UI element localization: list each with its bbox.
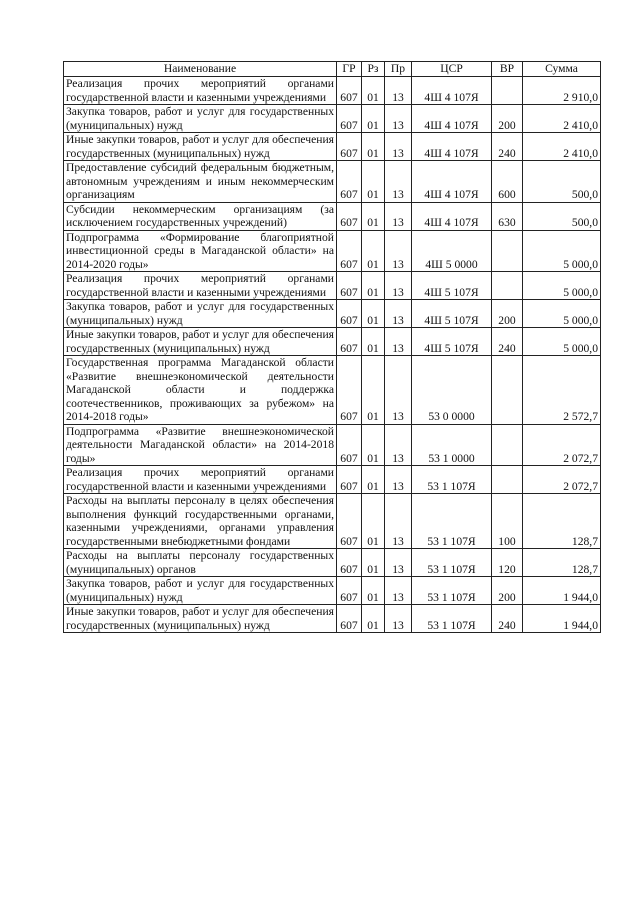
cell-csr: 4Ш 4 107Я [412,77,492,105]
cell-vr: 120 [492,549,523,577]
cell-gr: 607 [337,494,362,549]
cell-vr: 200 [492,577,523,605]
cell-csr: 4Ш 4 107Я [412,202,492,230]
cell-vr: 240 [492,605,523,633]
cell-csr: 4Ш 5 107Я [412,300,492,328]
header-pr: Пр [385,62,412,77]
cell-rz: 01 [362,272,385,300]
cell-name: Расходы на выплаты персоналу в целях обеспечения выполнения функций государственными органами, казенными учреждениями, органами управления государственными внебюджетными фондами [64,494,337,549]
cell-vr: 200 [492,300,523,328]
cell-csr: 53 1 107Я [412,466,492,494]
cell-vr [492,77,523,105]
cell-name: Реализация прочих мероприятий органами государственной власти и казенными учреждениями [64,272,337,300]
cell-rz: 01 [362,605,385,633]
table-row [64,424,601,466]
cell-pr: 13 [385,133,412,161]
cell-sum: 500,0 [523,202,601,230]
cell-csr: 4Ш 4 107Я [412,105,492,133]
cell-vr: 240 [492,328,523,356]
cell-sum: 2 410,0 [523,105,601,133]
cell-pr: 13 [385,549,412,577]
cell-sum: 5 000,0 [523,300,601,328]
cell-rz: 01 [362,105,385,133]
cell-csr: 4Ш 5 107Я [412,272,492,300]
cell-gr: 607 [337,424,362,466]
cell-csr: 53 1 0000 [412,424,492,466]
cell-name: Закупка товаров, работ и услуг для государственных (муниципальных) нужд [64,577,337,605]
cell-rz: 01 [362,300,385,328]
cell-vr: 200 [492,105,523,133]
cell-name: Подпрограмма «Формирование благоприятной инвестиционной среды в Магаданской области» на 2014-2020 годы» [64,230,337,272]
cell-rz: 01 [362,549,385,577]
header-vr: ВР [492,62,523,77]
cell-rz: 01 [362,466,385,494]
cell-sum: 2 072,7 [523,466,601,494]
table-row [64,328,601,356]
cell-gr: 607 [337,77,362,105]
cell-pr: 13 [385,272,412,300]
cell-sum: 2 072,7 [523,424,601,466]
cell-sum: 5 000,0 [523,272,601,300]
table-header [64,62,601,77]
cell-name: Подпрограмма «Развитие внешнеэкономической деятельности Магаданской области» на 2014-2018 годы» [64,424,337,466]
cell-name: Реализация прочих мероприятий органами государственной власти и казенными учреждениями [64,466,337,494]
cell-gr: 607 [337,133,362,161]
cell-csr: 4Ш 5 0000 [412,230,492,272]
cell-pr: 13 [385,356,412,425]
cell-name: Расходы на выплаты персоналу государственных (муниципальных) органов [64,549,337,577]
cell-gr: 607 [337,577,362,605]
cell-pr: 13 [385,202,412,230]
cell-name: Реализация прочих мероприятий органами государственной власти и казенными учреждениями [64,77,337,105]
cell-csr: 53 1 107Я [412,549,492,577]
header-gr: ГР [337,62,362,77]
cell-csr: 4Ш 4 107Я [412,133,492,161]
table-row [64,105,601,133]
cell-gr: 607 [337,161,362,203]
header-csr: ЦСР [412,62,492,77]
cell-gr: 607 [337,105,362,133]
table-row [64,230,601,272]
cell-rz: 01 [362,77,385,105]
header-name: Наименование [64,62,337,77]
cell-pr: 13 [385,300,412,328]
cell-pr: 13 [385,494,412,549]
table-row [64,605,601,633]
cell-gr: 607 [337,549,362,577]
cell-gr: 607 [337,356,362,425]
table-row [64,77,601,105]
header-sum: Сумма [523,62,601,77]
cell-csr: 53 1 107Я [412,605,492,633]
cell-sum: 2 910,0 [523,77,601,105]
cell-gr: 607 [337,605,362,633]
cell-pr: 13 [385,161,412,203]
table-row [64,577,601,605]
cell-rz: 01 [362,328,385,356]
table-row [64,272,601,300]
cell-name: Закупка товаров, работ и услуг для государственных (муниципальных) нужд [64,105,337,133]
cell-name: Государственная программа Магаданской области «Развитие внешнеэкономической деятельности Магаданской области и поддержка соотечественников, проживающих за рубежом» на 2014-2018 годы» [64,356,337,425]
cell-sum: 2 572,7 [523,356,601,425]
cell-vr: 240 [492,133,523,161]
header-rz: Рз [362,62,385,77]
table-row [64,133,601,161]
budget-table [63,61,601,633]
cell-vr [492,424,523,466]
table-row [64,549,601,577]
cell-gr: 607 [337,230,362,272]
cell-csr: 53 0 0000 [412,356,492,425]
cell-vr: 600 [492,161,523,203]
cell-pr: 13 [385,77,412,105]
cell-name: Иные закупки товаров, работ и услуг для обеспечения государственных (муниципальных) нужд [64,605,337,633]
table-row [64,466,601,494]
cell-sum: 128,7 [523,494,601,549]
cell-csr: 53 1 107Я [412,577,492,605]
cell-name: Закупка товаров, работ и услуг для государственных (муниципальных) нужд [64,300,337,328]
header-row [64,62,601,77]
table-row [64,356,601,425]
cell-rz: 01 [362,577,385,605]
cell-gr: 607 [337,328,362,356]
cell-pr: 13 [385,605,412,633]
cell-gr: 607 [337,202,362,230]
cell-gr: 607 [337,300,362,328]
cell-rz: 01 [362,161,385,203]
cell-csr: 4Ш 4 107Я [412,161,492,203]
cell-vr [492,272,523,300]
cell-name: Предоставление субсидий федеральным бюджетным, автономным учреждениям и иным некоммерческим организациям [64,161,337,203]
table-row [64,161,601,203]
cell-pr: 13 [385,328,412,356]
cell-sum: 1 944,0 [523,605,601,633]
cell-pr: 13 [385,466,412,494]
cell-csr: 53 1 107Я [412,494,492,549]
cell-sum: 5 000,0 [523,328,601,356]
table-row [64,300,601,328]
table-body [64,77,601,633]
cell-rz: 01 [362,230,385,272]
cell-gr: 607 [337,272,362,300]
cell-vr [492,356,523,425]
cell-pr: 13 [385,105,412,133]
cell-sum: 500,0 [523,161,601,203]
cell-sum: 2 410,0 [523,133,601,161]
cell-vr: 630 [492,202,523,230]
cell-rz: 01 [362,202,385,230]
cell-pr: 13 [385,230,412,272]
cell-sum: 128,7 [523,549,601,577]
cell-pr: 13 [385,424,412,466]
cell-rz: 01 [362,133,385,161]
cell-csr: 4Ш 5 107Я [412,328,492,356]
cell-name: Субсидии некоммерческим организациям (за исключением государственных учреждений) [64,202,337,230]
cell-rz: 01 [362,494,385,549]
cell-vr [492,466,523,494]
table-row [64,494,601,549]
cell-vr: 100 [492,494,523,549]
table-row [64,202,601,230]
cell-pr: 13 [385,577,412,605]
cell-vr [492,230,523,272]
cell-gr: 607 [337,466,362,494]
cell-rz: 01 [362,424,385,466]
cell-name: Иные закупки товаров, работ и услуг для обеспечения государственных (муниципальных) нужд [64,133,337,161]
cell-rz: 01 [362,356,385,425]
cell-sum: 1 944,0 [523,577,601,605]
cell-name: Иные закупки товаров, работ и услуг для обеспечения государственных (муниципальных) нужд [64,328,337,356]
cell-sum: 5 000,0 [523,230,601,272]
